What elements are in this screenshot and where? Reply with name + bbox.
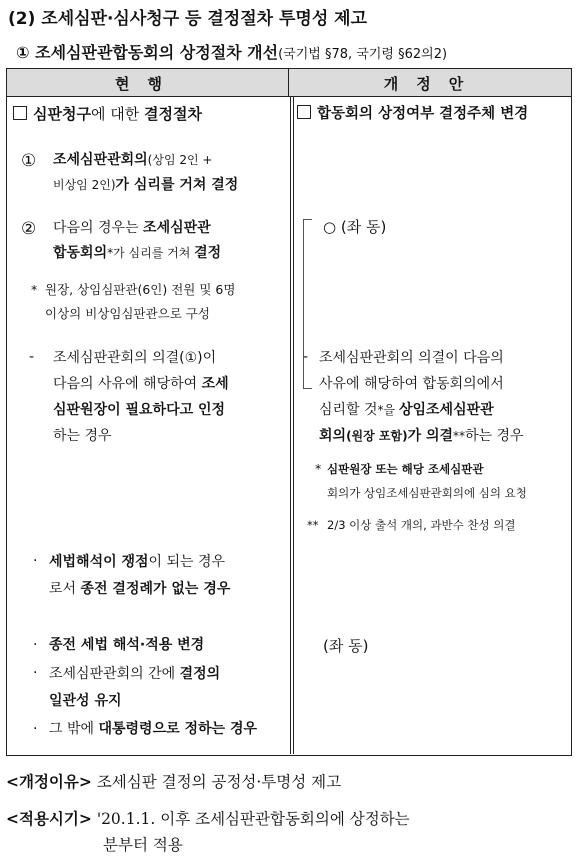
reason-line: <개정이유> 조세심판 결정의 공정성·투명성 제고 — [6, 772, 342, 791]
right-condition: 조세심판관회의 의결이 다음의 사유에 해당하여 합동회의에서 심리할 것*을 상임조세심판관 회의(원장 포함)가 의결**하는 경우 — [319, 350, 524, 444]
right-note1-mark: * — [315, 461, 322, 476]
left-heading: 심판청구에 대한 결정절차 — [13, 102, 289, 127]
item-number-1: ① — [21, 151, 37, 171]
bullet-dot-4: · — [33, 721, 38, 737]
left-bullet-1: 세법해석이 쟁점이 되는 경우 로서 종전 결정례가 없는 경우 — [49, 554, 231, 597]
section-title: (2) 조세심판·심사청구 등 결정절차 투명성 제고 — [8, 9, 368, 29]
left-note: 원장, 상임심판관(6인) 전원 및 6명 이상의 비상임심판관으로 구성 — [45, 282, 236, 321]
header-revised: 개정안 — [383, 75, 482, 93]
left-note-mark: * — [31, 282, 38, 297]
bullet-dot-3: · — [33, 665, 38, 681]
subsection-title — [16, 40, 447, 63]
left-bullet-3: 조세심판관회의 간에 결정의 일관성 유지 — [49, 666, 221, 709]
table-header — [7, 69, 571, 97]
left-cond-dash: - — [29, 349, 35, 365]
left-bullet-2: 종전 세법 해석·적용 변경 — [49, 637, 205, 653]
law-reference: (국기법 §78, 국기령 §62의2) — [278, 47, 448, 62]
item-number-2: ② — [21, 219, 37, 239]
bullet-dot-2: · — [33, 637, 38, 653]
right-note-1: 심판원장 또는 해당 조세심판관 회의가 상임조세심판관회의에 심의 요청 — [327, 462, 527, 500]
left-item-1: 조세심판관회의(상임 2인 + 비상임 2인)가 심리를 거쳐 결정 — [53, 152, 239, 193]
header-divider — [288, 69, 289, 96]
header-current: 현행 — [115, 75, 180, 93]
right-heading: 합동회의 상정여부 결정주체 변경 — [297, 102, 569, 127]
right-note2-mark: ** — [307, 518, 319, 532]
column-divider — [290, 96, 294, 754]
right-note-2: 2/3 이상 출석 개의, 과반수 찬성 의결 — [327, 518, 516, 532]
right-same-1: ○ (좌 동) — [323, 218, 387, 236]
checkbox-icon — [13, 106, 27, 120]
effective-line: <적용시기> '20.1.1. 이후 조세심판관합동회의에 상정하는 분부터 적용 — [6, 809, 410, 854]
bullet-dot-1: · — [33, 553, 38, 569]
checkbox-icon — [297, 105, 311, 119]
right-cond-dash: - — [303, 349, 309, 365]
subsection-title-main: ① 조세심판관합동회의 상정절차 개선 — [16, 43, 279, 62]
left-item-2: 다음의 경우는 조세심판관 합동회의*가 심리를 거쳐 결정 — [53, 220, 222, 261]
right-same-2: (좌 동) — [323, 637, 369, 655]
left-condition: 조세심판관회의 의결(①)이 다음의 사유에 해당하여 조세 심판원장이 필요하다고 인정 하는 경우 — [53, 350, 229, 444]
comparison-table — [6, 68, 572, 756]
left-bullet-4: 그 밖에 대통령령으로 정하는 경우 — [49, 721, 257, 737]
